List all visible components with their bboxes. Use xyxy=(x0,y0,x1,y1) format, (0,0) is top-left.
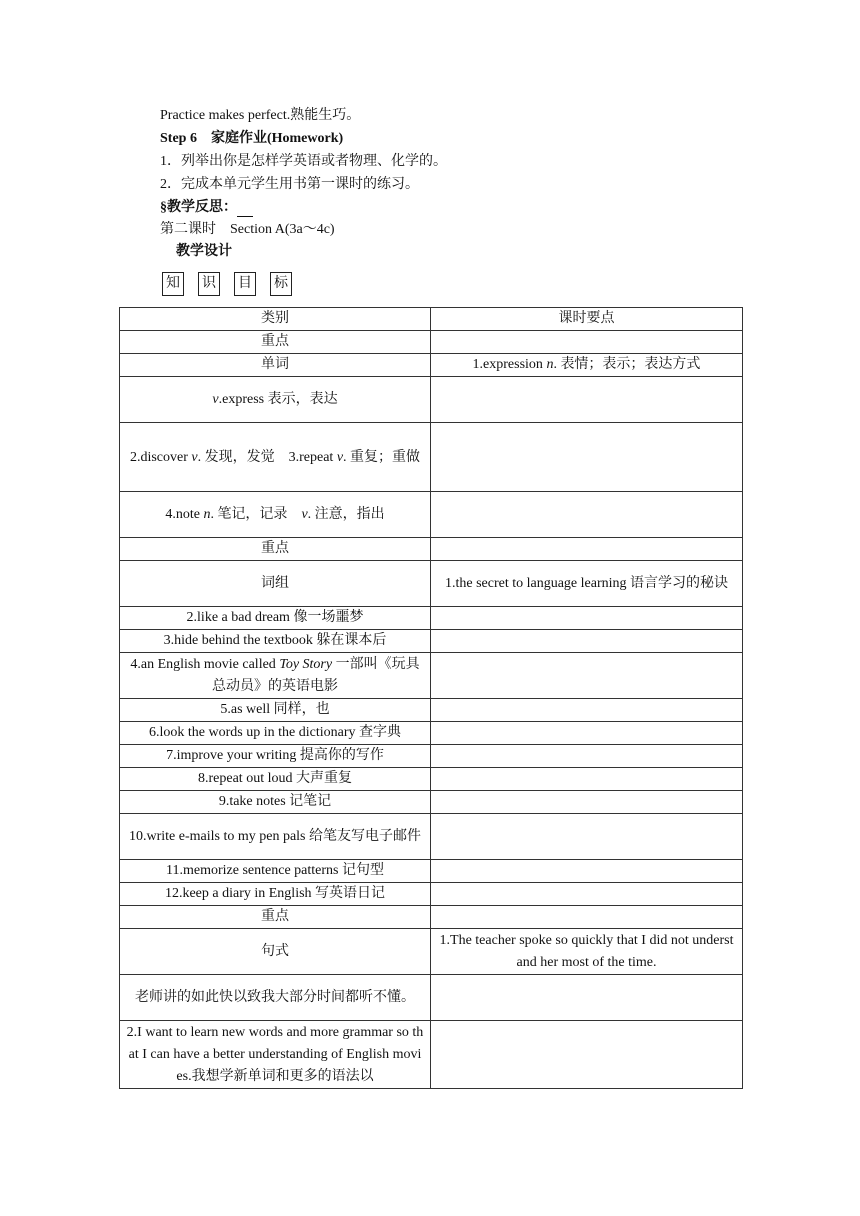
cell: 重点 xyxy=(120,906,431,929)
goal-char-3: 目 xyxy=(234,272,256,296)
table-row xyxy=(120,607,743,630)
lesson-heading xyxy=(160,221,335,239)
reflection-label: §教学反思： xyxy=(160,200,237,215)
cell: 2.discover v. 发现，发觉 3.repeat v. 重复；重做 xyxy=(120,423,431,492)
table-row xyxy=(120,722,743,745)
cell: 9.take notes 记笔记 xyxy=(120,791,431,814)
cell xyxy=(431,492,743,538)
table-row xyxy=(120,768,743,791)
cell xyxy=(431,377,743,423)
cell: 11.memorize sentence patterns 记句型 xyxy=(120,860,431,883)
knowledge-table xyxy=(119,307,743,1089)
table-row xyxy=(120,331,743,354)
table-row xyxy=(120,860,743,883)
cell: 1.expression n. 表情；表示；表达方式 xyxy=(431,354,743,377)
cell: 重点 xyxy=(120,331,431,354)
lesson-label: 第二课时 xyxy=(160,222,216,237)
cell xyxy=(431,814,743,860)
table-row xyxy=(120,377,743,423)
table-row xyxy=(120,699,743,722)
cell: 6.look the words up in the dictionary 查字典 xyxy=(120,722,431,745)
cell xyxy=(431,722,743,745)
header-keypoints: 课时要点 xyxy=(431,308,743,331)
cell: 3.hide behind the textbook 躲在课本后 xyxy=(120,630,431,653)
table-row xyxy=(120,814,743,860)
step-title: 家庭作业(Homework) xyxy=(210,131,344,146)
table-row xyxy=(120,906,743,929)
homework-item-2: 2．完成本单元学生用书第一课时的练习。 xyxy=(160,177,419,192)
step-label: Step 6 xyxy=(160,131,197,146)
cell: 5.as well 同样，也 xyxy=(120,699,431,722)
cell xyxy=(431,745,743,768)
cell xyxy=(431,538,743,561)
table-row xyxy=(120,653,743,699)
cell xyxy=(431,331,743,354)
cell: 老师讲的如此快以致我大部分时间都听不懂。 xyxy=(120,975,431,1021)
step-heading xyxy=(160,130,343,148)
header-category: 类别 xyxy=(120,308,431,331)
table-header-row xyxy=(120,308,743,331)
cell xyxy=(431,883,743,906)
reflection-blank xyxy=(237,202,253,217)
table-row xyxy=(120,883,743,906)
cell xyxy=(431,423,743,492)
design-title: 教学设计 xyxy=(176,244,232,259)
cell xyxy=(431,630,743,653)
cell xyxy=(431,653,743,699)
table-row xyxy=(120,630,743,653)
table-row xyxy=(120,745,743,768)
cell: 4.note n. 笔记，记录 v. 注意，指出 xyxy=(120,492,431,538)
cell: v.express 表示，表达 xyxy=(120,377,431,423)
cell: 2.like a bad dream 像一场噩梦 xyxy=(120,607,431,630)
goal-char-1: 知 xyxy=(162,272,184,296)
table-row xyxy=(120,929,743,975)
table-row xyxy=(120,561,743,607)
cell: 句式 xyxy=(120,929,431,975)
goal-char-4: 标 xyxy=(270,272,292,296)
cell: 8.repeat out loud 大声重复 xyxy=(120,768,431,791)
table-row xyxy=(120,975,743,1021)
cell xyxy=(431,975,743,1021)
homework-item-1: 1．列举出你是怎样学英语或者物理、化学的。 xyxy=(160,154,447,169)
cell xyxy=(431,791,743,814)
cell xyxy=(431,906,743,929)
cell: 12.keep a diary in English 写英语日记 xyxy=(120,883,431,906)
cell xyxy=(431,607,743,630)
knowledge-goals-label xyxy=(162,272,292,296)
table-row xyxy=(120,791,743,814)
cell: 1.the secret to language learning 语言学习的秘诀 xyxy=(431,561,743,607)
cell xyxy=(431,699,743,722)
cell xyxy=(431,860,743,883)
reflection-heading xyxy=(160,199,253,217)
cell: 4.an English movie called Toy Story 一部叫《玩具总动员》的英语电影 xyxy=(120,653,431,699)
lesson-section: Section A(3a～4c) xyxy=(230,222,335,237)
proverb-line: Practice makes perfect.熟能生巧。 xyxy=(160,108,361,123)
cell: 1.The teacher spoke so quickly that I did not understand her most of the time. xyxy=(431,929,743,975)
cell: 2.I want to learn new words and more grammar so that I can have a better understanding of English movies.我想学新单词和更多的语法以 xyxy=(120,1021,431,1089)
cell: 单词 xyxy=(120,354,431,377)
cell: 7.improve your writing 提高你的写作 xyxy=(120,745,431,768)
table-row xyxy=(120,492,743,538)
cell: 10.write e-mails to my pen pals 给笔友写电子邮件 xyxy=(120,814,431,860)
cell xyxy=(431,1021,743,1089)
table-row xyxy=(120,1021,743,1089)
table-row xyxy=(120,354,743,377)
cell xyxy=(431,768,743,791)
cell: 词组 xyxy=(120,561,431,607)
cell: 重点 xyxy=(120,538,431,561)
goal-char-2: 识 xyxy=(198,272,220,296)
table-row xyxy=(120,423,743,492)
table-row xyxy=(120,538,743,561)
